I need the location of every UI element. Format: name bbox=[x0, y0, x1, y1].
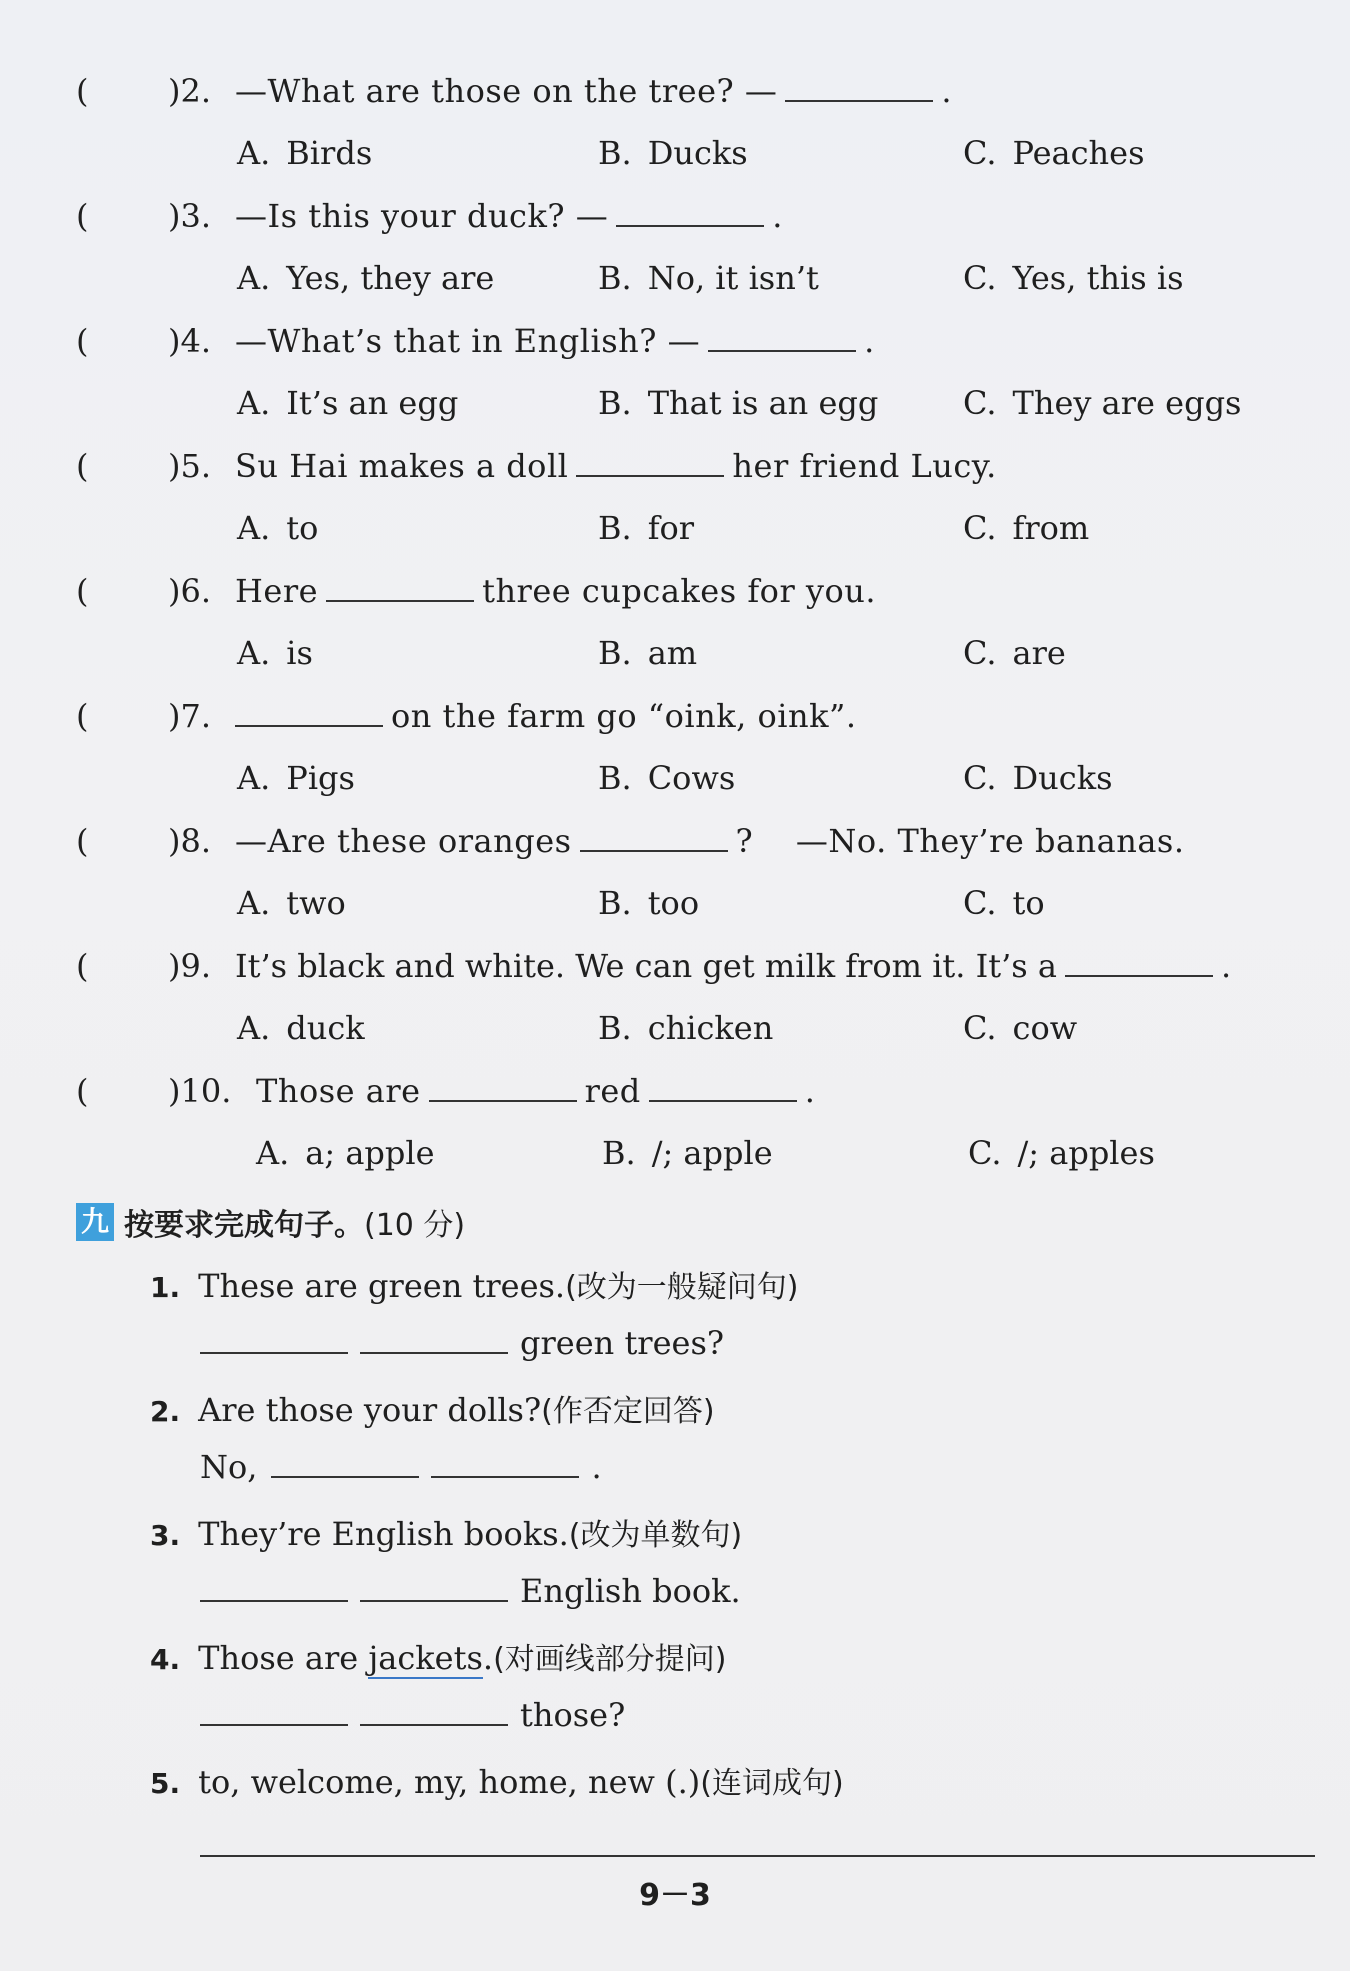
sentence-task-1: 1. These are green trees.(改为一般疑问句) bbox=[150, 1267, 799, 1305]
question-stem: Su Hai makes a doll her friend Lucy. bbox=[235, 447, 997, 485]
option-b: B. am bbox=[598, 634, 698, 672]
answer-line-4: those? bbox=[200, 1696, 625, 1734]
answer-blank[interactable] bbox=[708, 322, 856, 352]
answer-line-2: No, . bbox=[200, 1448, 602, 1486]
answer-blank[interactable] bbox=[235, 697, 383, 727]
worksheet-page: ( )2. —What are those on the tree? — . A. Birds B. Ducks C. Peaches ( )3. —Is this your duck? — . A. Yes, they are B. No, it isn’t C. Yes, this is ( )4. —What’s that in English? — . A. It’s an egg B. That is an egg C. They are eggs ( )5. Su Hai makes a doll her friend Lucy. A. to B. for C. from ( )6. Here three cupcakes for you. A. is B. am C. are ( )7. on the farm go “oink, oink”. A. Pigs B. Cows C. Ducks ( )8. —Are these oranges ? —No. They’re bananas. A. two B. too C. to ( )9. It’s black and white. We can get milk from it. It’s a . A. duck B. chicken C. cow ( )10. Those are red . A. a; apple B. /; apple C. /; apples 九 按要求完成句子。 (10 分) 1. These are green trees.(改为一般疑问句) green trees? 2. Are those your dolls?(作否定回答) No, . 3. They’re English books.(改为单数句) English book. 4. Those are jackets.(对画线部分提问) those? 5. to, welcome, my, home, new (.)(连词成句) 9－3 bbox=[0, 0, 1350, 1971]
option-a: A. a; apple bbox=[256, 1134, 435, 1172]
answer-blank[interactable] bbox=[580, 822, 728, 852]
page-number: 9－3 bbox=[639, 1878, 711, 1913]
option-c: C. Yes, this is bbox=[963, 259, 1184, 297]
question-stem: —Is this your duck? — . bbox=[235, 197, 783, 235]
option-a: A. Pigs bbox=[237, 759, 355, 797]
question-number: )3. bbox=[168, 197, 212, 235]
option-a: A. Yes, they are bbox=[237, 259, 495, 297]
option-b: B. No, it isn’t bbox=[598, 259, 819, 297]
option-c: C. Peaches bbox=[963, 134, 1145, 172]
answer-blank[interactable] bbox=[200, 1696, 348, 1726]
section-badge: 九 bbox=[76, 1203, 114, 1241]
question-stem: Here three cupcakes for you. bbox=[235, 572, 877, 610]
option-b: B. That is an egg bbox=[598, 384, 879, 422]
option-c: C. They are eggs bbox=[963, 384, 1242, 422]
answer-blank[interactable] bbox=[326, 572, 474, 602]
question-number: )10. bbox=[168, 1072, 232, 1110]
answer-blank[interactable] bbox=[431, 1448, 579, 1478]
answer-blank[interactable] bbox=[360, 1696, 508, 1726]
option-c: C. from bbox=[963, 509, 1090, 547]
question-stem: It’s black and white. We can get milk from it. It’s a . bbox=[235, 947, 1232, 985]
option-c: C. to bbox=[963, 884, 1045, 922]
option-c: C. cow bbox=[963, 1009, 1078, 1047]
section-header bbox=[76, 1200, 465, 1244]
answer-paren-left: ( bbox=[76, 72, 89, 110]
question-number: )5. bbox=[168, 447, 212, 485]
option-b: B. for bbox=[598, 509, 695, 547]
question-number: )9. bbox=[168, 947, 212, 985]
sentence-task-3: 3. They’re English books.(改为单数句) bbox=[150, 1515, 743, 1553]
answer-blank[interactable] bbox=[429, 1072, 577, 1102]
option-b: B. Cows bbox=[598, 759, 736, 797]
answer-blank[interactable] bbox=[649, 1072, 797, 1102]
option-c: C. are bbox=[963, 634, 1066, 672]
sentence-task-4: 4. Those are jackets.(对画线部分提问) bbox=[150, 1639, 727, 1677]
answer-long-line[interactable] bbox=[200, 1855, 1315, 1857]
question-number: )2. bbox=[168, 72, 212, 110]
answer-blank[interactable] bbox=[200, 1324, 348, 1354]
answer-blank[interactable] bbox=[200, 1572, 348, 1602]
answer-blank[interactable] bbox=[1065, 947, 1213, 977]
option-c: C. /; apples bbox=[968, 1134, 1155, 1172]
answer-blank[interactable] bbox=[616, 197, 764, 227]
answer-line-1: green trees? bbox=[200, 1324, 724, 1362]
question-stem: —What are those on the tree? — . bbox=[235, 72, 953, 110]
answer-blank[interactable] bbox=[785, 72, 933, 102]
option-b: B. Ducks bbox=[598, 134, 748, 172]
question-number: )8. bbox=[168, 822, 212, 860]
answer-blank[interactable] bbox=[271, 1448, 419, 1478]
option-b: B. /; apple bbox=[602, 1134, 773, 1172]
option-b: B. chicken bbox=[598, 1009, 774, 1047]
option-a: A. to bbox=[237, 509, 319, 547]
question-stem: Those are red . bbox=[256, 1072, 816, 1110]
question-stem: on the farm go “oink, oink”. bbox=[235, 697, 857, 735]
option-a: A. duck bbox=[237, 1009, 365, 1047]
option-a: A. two bbox=[237, 884, 346, 922]
sentence-task-5: 5. to, welcome, my, home, new (.)(连词成句) bbox=[150, 1763, 844, 1801]
option-c: C. Ducks bbox=[963, 759, 1113, 797]
option-a: A. is bbox=[237, 634, 313, 672]
question-number: )4. bbox=[168, 322, 212, 360]
question-stem: —What’s that in English? — . bbox=[235, 322, 875, 360]
option-a: A. Birds bbox=[237, 134, 373, 172]
section-score: (10 分) bbox=[364, 1208, 466, 1243]
question-number: )7. bbox=[168, 697, 212, 735]
answer-line-3: English book. bbox=[200, 1572, 741, 1610]
section-title: 按要求完成句子。 bbox=[124, 1208, 364, 1243]
question-number: )6. bbox=[168, 572, 212, 610]
answer-blank[interactable] bbox=[576, 447, 724, 477]
answer-blank[interactable] bbox=[360, 1324, 508, 1354]
option-a: A. It’s an egg bbox=[237, 384, 459, 422]
underlined-word: jackets bbox=[368, 1639, 483, 1677]
option-b: B. too bbox=[598, 884, 700, 922]
sentence-task-2: 2. Are those your dolls?(作否定回答) bbox=[150, 1391, 715, 1429]
answer-blank[interactable] bbox=[360, 1572, 508, 1602]
question-stem: —Are these oranges ? —No. They’re bananas. bbox=[235, 822, 1185, 860]
